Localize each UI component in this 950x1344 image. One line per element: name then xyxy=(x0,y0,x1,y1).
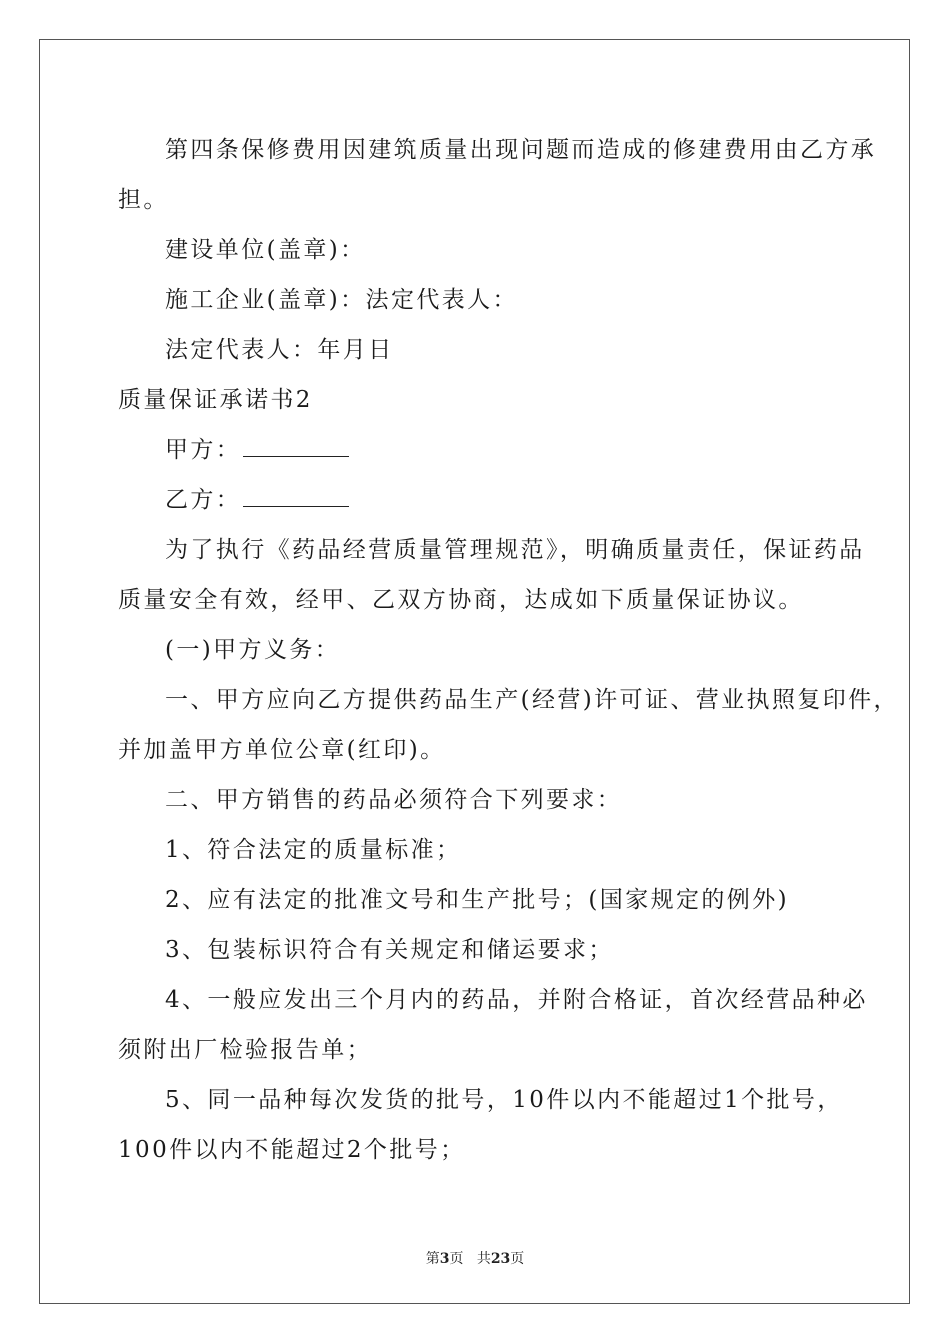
paragraph-line xyxy=(165,288,518,312)
footer-total-suffix: 页 xyxy=(510,1251,525,1267)
paragraph-text: 3、包装标识符合有关规定和储运要求； xyxy=(165,937,614,963)
paragraph-line xyxy=(165,238,366,262)
paragraph-text: 质量安全有效，经甲、乙双方协商，达成如下质量保证协议。 xyxy=(118,587,804,613)
page-border xyxy=(39,39,910,1304)
paragraph-line xyxy=(118,1138,466,1162)
paragraph-text: 4、一般应发出三个月内的药品，并附合格证，首次经营品种必 xyxy=(165,987,868,1013)
paragraph-line xyxy=(165,138,876,162)
paragraph-line xyxy=(165,988,868,1012)
paragraph-line xyxy=(165,338,394,362)
paragraph-line xyxy=(165,1088,843,1112)
paragraph-text: 2、应有法定的批准文号和生产批号；(国家规定的例外) xyxy=(165,887,789,913)
paragraph-line xyxy=(165,938,614,962)
paragraph-text: 为了执行《药品经营质量管理规范》，明确质量责任，保证药品 xyxy=(165,537,865,563)
paragraph-text: 质量保证承诺书2 xyxy=(118,387,313,413)
paragraph-line xyxy=(165,888,789,912)
paragraph-line xyxy=(165,688,899,712)
paragraph-line xyxy=(165,488,349,512)
paragraph-text: 须附出厂检验报告单； xyxy=(118,1037,372,1063)
paragraph-line xyxy=(165,638,340,662)
paragraph-text: 甲方： xyxy=(165,437,242,463)
paragraph-text: 建设单位(盖章)： xyxy=(165,237,366,263)
paragraph-text: 担。 xyxy=(118,187,169,213)
paragraph-text: 二、甲方销售的药品必须符合下列要求： xyxy=(165,787,623,813)
paragraph-text: (一)甲方义务： xyxy=(165,637,341,663)
paragraph-text: 第四条保修费用因建筑质量出现问题而造成的修建费用由乙方承 xyxy=(165,137,877,163)
footer-page-prefix: 第 xyxy=(425,1251,440,1267)
paragraph-text: 5、同一品种每次发货的批号，10件以内不能超过1个批号， xyxy=(165,1087,843,1113)
paragraph-text: 并加盖甲方单位公章(红印)。 xyxy=(118,737,446,763)
footer-page-suffix: 页 xyxy=(449,1251,464,1267)
paragraph-text: 一、甲方应向乙方提供药品生产(经营)许可证、营业执照复印件， xyxy=(165,687,899,713)
paragraph-text: 乙方： xyxy=(165,487,242,513)
paragraph-text: 1、符合法定的质量标准； xyxy=(165,837,462,863)
fill-in-blank xyxy=(243,438,349,457)
paragraph-text: 法定代表人：年月日 xyxy=(165,337,394,363)
paragraph-line xyxy=(118,588,804,612)
paragraph-line xyxy=(118,388,313,412)
paragraph-text: 100件以内不能超过2个批号； xyxy=(118,1137,466,1163)
paragraph-line xyxy=(165,788,622,812)
paragraph-line xyxy=(165,438,349,462)
page-footer xyxy=(0,1248,950,1268)
footer-page-number: 3 xyxy=(439,1251,450,1267)
paragraph-line xyxy=(118,738,446,762)
footer-total-prefix: 共 xyxy=(476,1251,491,1267)
paragraph-line xyxy=(118,188,169,212)
footer-total-number: 23 xyxy=(490,1251,511,1267)
paragraph-line xyxy=(165,838,461,862)
paragraph-text: 施工企业(盖章)：法定代表人： xyxy=(165,287,518,313)
paragraph-line xyxy=(118,1038,372,1062)
paragraph-line xyxy=(165,538,865,562)
fill-in-blank xyxy=(243,488,349,507)
